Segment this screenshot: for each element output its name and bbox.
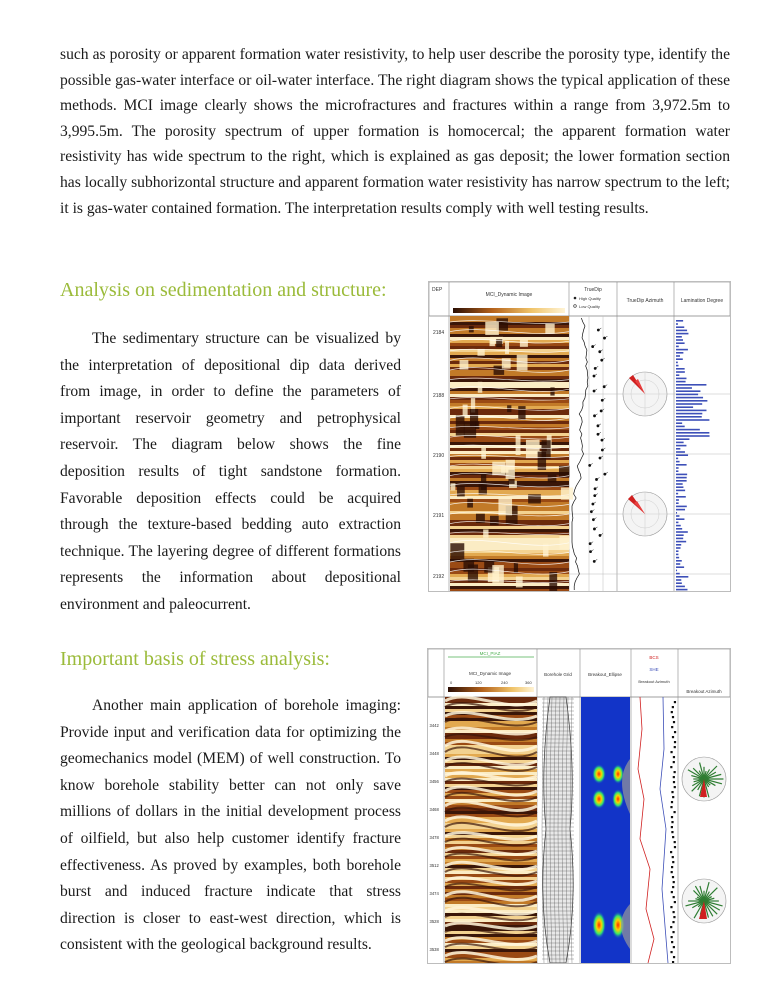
depth-label: 3474: [429, 891, 439, 896]
stress-paragraph: Another main application of borehole imaging: Provide input and verification data for optimizing the geomechanics model (MEM) of well construction. To know borehole stability better can not only save millions of dollars in the initial development process of oilfield, but also help customer identify fracture effectiveness. As proved by examples, both borehole burst and induced fracture indicate that stress direction is closer to east-west direction, which is consistent with the geological background results.: [60, 697, 401, 954]
track-label-breakout-azimuth: Breakout Azimuth: [638, 679, 670, 684]
intro-paragraph: such as porosity or apparent formation water resistivity, to help user describe the porosity type, identify the possible gas-water interface or oil-water interface. The right diagram shows the typical application of these methods. MCI image clearly shows the microfractures and fractures within a range from 3,972.5m to 3,995.5m. The porosity spectrum of upper formation is homocercal; the apparent formation water resistivity has wide spectrum to the right, which is explained as gas deposit; the lower formation section has locally subhorizontal structure and apparent formation water resistivity has narrow spectrum to the left; it is gas-water contained formation. The interpretation results comply with well testing results.: [60, 46, 730, 217]
depth-label: 2188: [433, 393, 445, 399]
scale-tick: 0: [450, 680, 453, 685]
depth-label: 3456: [429, 779, 439, 784]
section-heading-sedimentation: Analysis on sedimentation and structure:: [60, 279, 387, 301]
track-title-truedip: TrueDip: [584, 287, 602, 293]
scale-tick: 120: [475, 680, 482, 685]
section-heading-stress: Important basis of stress analysis:: [60, 648, 330, 670]
depth-label: 2192: [433, 574, 445, 580]
track-label-bcs: BCS: [649, 655, 659, 660]
mci-image-track: [450, 316, 573, 591]
depth-label: 2190: [433, 453, 445, 459]
depth-header: DEP: [432, 287, 443, 293]
track-title-grid: Borehole Grid: [544, 672, 572, 677]
azimuth-rose-upper: [623, 372, 667, 416]
track-title-lamination: Lamination Degree: [680, 298, 724, 304]
depth-label: 3538: [429, 947, 439, 952]
sedimentation-log-figure: [428, 281, 731, 592]
mci-image-track: [445, 697, 537, 963]
sedimentation-paragraph: The sedimentary structure can be visualized by the interpretation of depositional dip data derived from image, in order to define the parameters of important reservoir geometry and petrophysical reservoir. The diagram below shows the fine deposition results of tight sandstone formation. Favorable deposition effects could be acquired through the texture-based bedding auto extraction technique. The layering degree of different formations represents the information about depositional environment and paleocurrent.: [60, 330, 401, 613]
breakout-rose-upper: [682, 757, 726, 801]
depth-label: 3442: [429, 723, 439, 728]
breakout-ellipse-track: [581, 697, 630, 963]
track-title-image: MCI_Dynamic Image: [468, 671, 512, 676]
track-title-image: MCI_Dynamic Image: [485, 292, 533, 298]
top-track-label: MCI_PIAZ: [479, 651, 501, 656]
track-title-dip-azimuth: TrueDip Azimuth: [626, 298, 664, 304]
depth-label: 3528: [429, 919, 439, 924]
track-title-breakout: Breakout_Ellipse: [588, 672, 622, 677]
stress-analysis-figure: [427, 648, 731, 964]
legend-high-quality: High Quality: [579, 296, 601, 301]
depth-label: 3448: [429, 751, 439, 756]
track-title-breakout-azimuth: Breakout Azimuth: [686, 689, 722, 694]
borehole-grid-track: [542, 697, 574, 963]
depth-label: 3512: [429, 863, 439, 868]
scale-tick: 360: [525, 680, 532, 685]
legend-low-quality: Low Quality: [579, 304, 600, 309]
depth-label: 2191: [433, 513, 445, 519]
depth-label: 2184: [433, 330, 445, 336]
azimuth-rose-lower: [623, 492, 667, 536]
breakout-rose-lower: [682, 879, 726, 923]
depth-label: 3478: [429, 835, 439, 840]
lamination-bars: [676, 320, 710, 590]
scale-tick: 240: [501, 680, 508, 685]
stress-curves-track: [638, 697, 676, 963]
track-label-she: SHE: [649, 667, 659, 672]
depth-label: 3468: [429, 807, 439, 812]
